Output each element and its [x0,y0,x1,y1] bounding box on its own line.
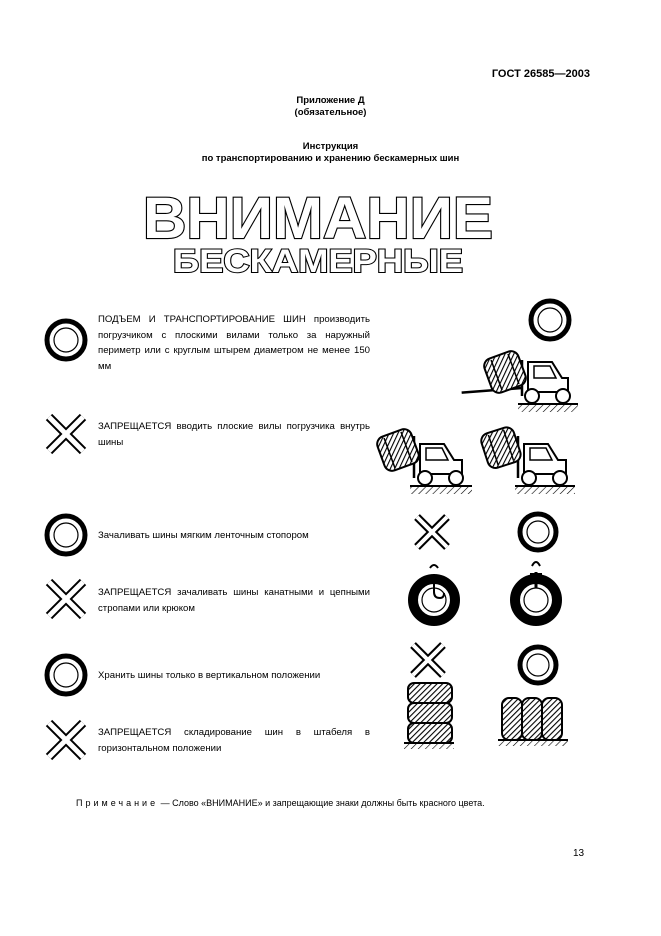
instruction-title: Инструкция [302,141,359,152]
horizontal-tire-stack-icon [404,683,454,749]
banner-line2: БЕСКАМЕРНЫЕ [173,243,463,279]
banner-line1: ВНИМАНИЕ [143,186,493,251]
rule-text: ЗАПРЕЩАЕТСЯ зачаливать шины канатными и цепными стропами или крюком [98,587,370,614]
tire-hook-icon [413,565,455,621]
tire-strap-icon [515,562,557,621]
rule-text: ЗАПРЕЩАЕТСЯ складирование шин в штабеля в горизонтальном положении [98,727,370,754]
note-text: — Слово «ВНИМАНИЕ» и запрещающие знаки должны быть красного цвета. [158,798,485,808]
instruction-subtitle: по транспортированию и хранению бескамерных шин [201,153,460,164]
allowed-circle-icon [531,301,569,339]
rule-text: ПОДЪЕМ И ТРАНСПОРТИРОВАНИЕ ШИН производить погрузчиком с плоскими вилами только за наружный периметр или с круглым штырем диаметром не менее 150 мм [98,314,370,372]
footnote [76,798,485,808]
rule-text: ЗАПРЕЩАЕТСЯ вводить плоские вилы погрузчика внутрь шины [98,421,370,448]
forklift-allowed-icon [462,349,578,412]
appendix-title: Приложение Д [296,95,365,106]
allowed-circle-icon [520,514,556,550]
rule-text: Зачаливать шины мягким ленточным стопором [98,530,309,541]
rule-text: Хранить шины только в вертикальном положении [98,670,321,681]
forbidden-cross-icon [417,517,447,547]
page-number: 13 [573,848,585,859]
allowed-circle-icon [520,647,556,683]
standard-number: ГОСТ 26585—2003 [491,68,590,80]
forklift-forbidden-icon [479,425,575,494]
forklift-forbidden-icon [375,427,472,494]
note-label: Примечание [76,798,159,808]
vertical-tires-icon [498,698,568,746]
forbidden-cross-icon [413,645,443,675]
appendix-subtitle: (обязательное) [294,107,367,118]
